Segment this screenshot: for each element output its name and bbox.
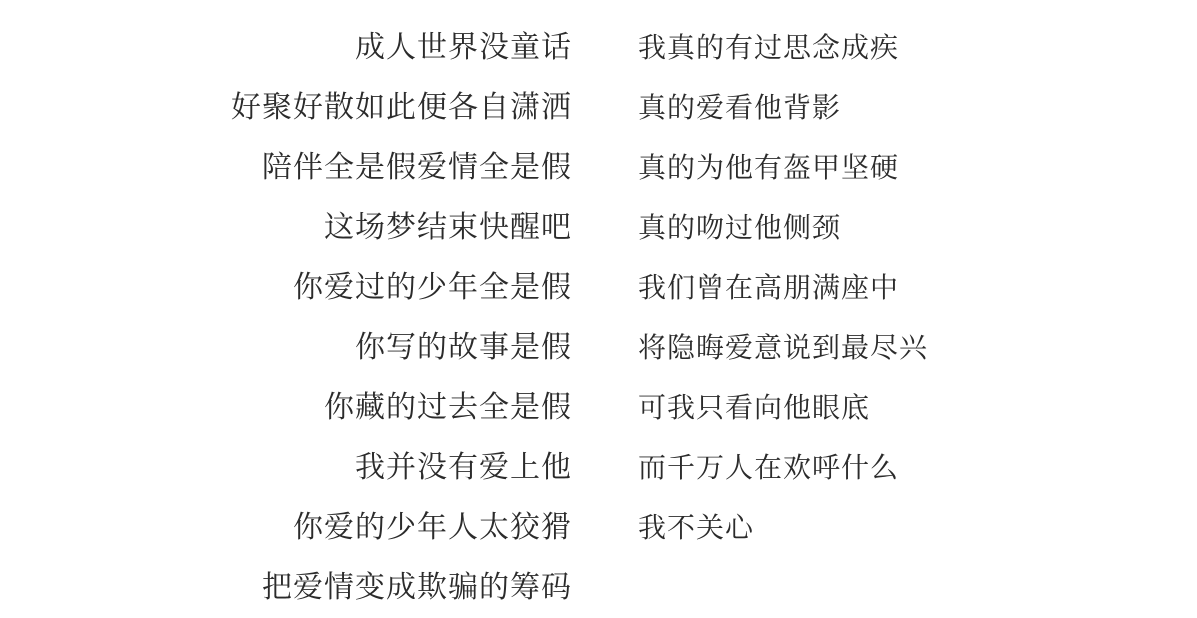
lyric-line: 好聚好散如此便各自潇洒 (231, 91, 572, 124)
lyric-line: 真的吻过他侧颈 (638, 212, 842, 243)
lyric-line: 真的为他有盔甲坚硬 (638, 152, 900, 183)
lyric-line: 而千万人在欢呼什么 (638, 452, 900, 483)
lyric-line: 真的爱看他背影 (638, 92, 842, 123)
lyric-line: 这场梦结束快醒吧 (324, 211, 572, 244)
lyric-line: 陪伴全是假爱情全是假 (262, 151, 572, 184)
lyric-line: 你爱过的少年全是假 (293, 271, 572, 304)
lyric-line: 成人世界没童话 (355, 31, 572, 64)
lyric-line: 你藏的过去全是假 (324, 391, 572, 424)
right-lyrics-column (590, 0, 1197, 558)
left-lyrics-column (0, 0, 590, 618)
lyric-line: 我并没有爱上他 (355, 451, 572, 484)
lyric-line: 将隐晦爱意说到最尽兴 (638, 332, 929, 363)
lyric-line: 我真的有过思念成疾 (638, 32, 900, 63)
lyric-line: 可我只看向他眼底 (638, 392, 871, 423)
lyric-line: 把爱情变成欺骗的筹码 (262, 571, 572, 604)
lyric-line: 我不关心 (638, 512, 755, 543)
lyric-line: 你爱的少年人太狡猾 (293, 511, 572, 544)
lyric-line: 你写的故事是假 (355, 331, 572, 364)
lyric-line: 我们曾在高朋满座中 (638, 272, 900, 303)
